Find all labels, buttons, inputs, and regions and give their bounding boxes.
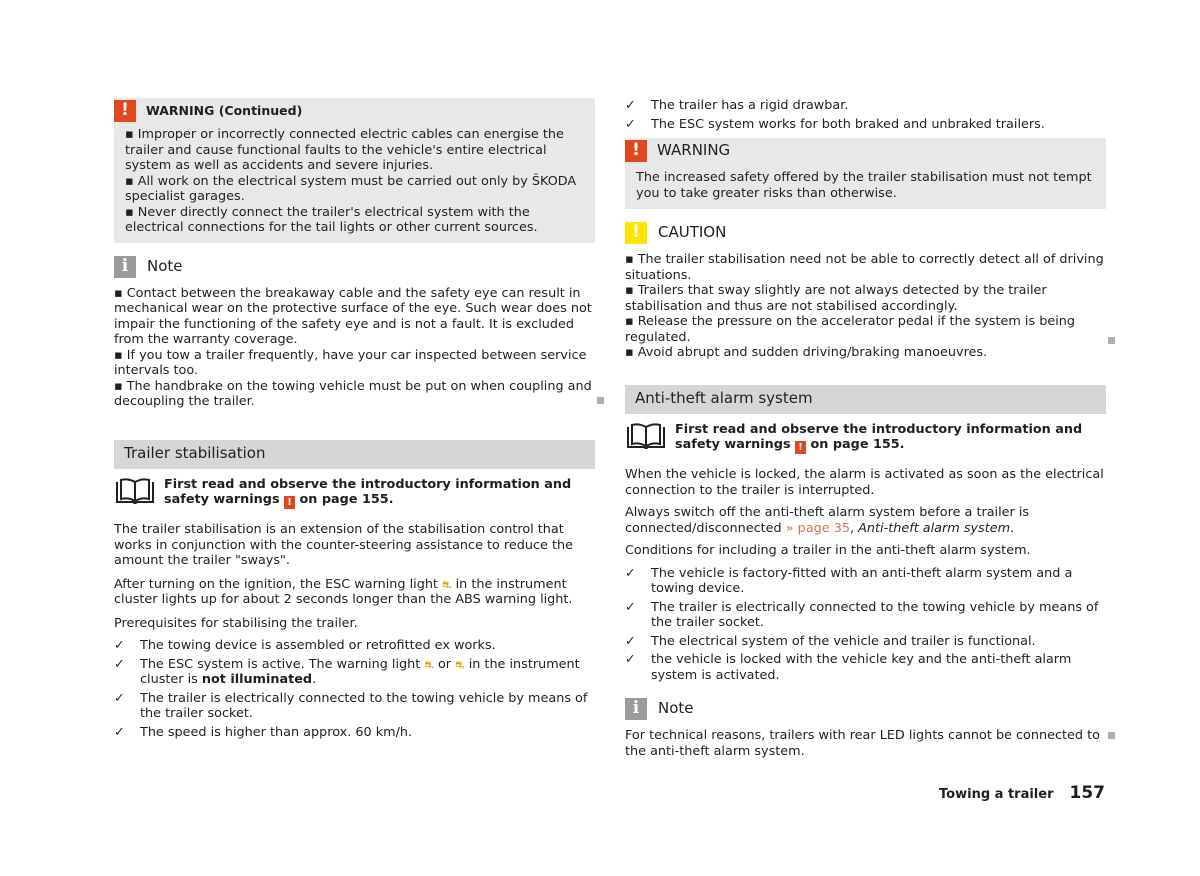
right-column — [625, 98, 1106, 759]
footer-chapter-title: Towing a trailer — [939, 787, 1054, 802]
check-icon: ✓ — [625, 98, 636, 113]
check-icon: ✓ — [114, 656, 125, 672]
section-heading-trailer-stabilisation: Trailer stabilisation — [114, 440, 595, 469]
caution-icon: ! — [625, 222, 647, 244]
caution-body — [625, 252, 1106, 361]
paragraph-text: Always switch off the anti-theft alarm system before a trailer is connected/disconnected — [625, 505, 1030, 536]
check-icon: ✓ — [114, 690, 125, 706]
list-item — [114, 691, 595, 722]
note-item: ▪ The handbrake on the towing vehicle must be put on when coupling and decoupling the trailer. — [114, 378, 592, 409]
read-first-notice — [114, 477, 595, 510]
warning-box — [625, 138, 1106, 209]
paragraph — [114, 577, 595, 608]
list-item — [114, 657, 595, 688]
warning-icon: ! — [284, 496, 295, 509]
check-list — [625, 98, 1106, 132]
note-text: For technical reasons, trailers with rear LED lights cannot be connected to the anti-theft alarm system. — [625, 728, 1100, 759]
caution-item: ▪ Trailers that sway slightly are not always detected by the trailer stabilisation and thus are not stabilised accordingly. — [625, 283, 1047, 314]
warning-item: ▪ Never directly connect the trailer's electrical system with the electrical connections for the tail lights or other current sources. — [125, 204, 538, 235]
caution-title: CAUTION — [658, 223, 727, 242]
list-item — [625, 117, 1106, 133]
check-icon: ✓ — [625, 565, 636, 581]
note-title: Note — [658, 699, 694, 718]
caution-item: ▪ The trailer stabilisation need not be able to correctly detect all of driving situations. — [625, 252, 1104, 283]
paragraph: Always switch off the anti-theft alarm system before a trailer is connected/disconnected » page 35, Anti-theft alarm system. — [625, 505, 1030, 536]
list-item-text: The towing device is assembled or retrofitted ex works. — [140, 638, 496, 653]
list-item — [625, 600, 1106, 631]
list-item-text: The trailer is electrically connected to the towing vehicle by means of the trailer socket. — [140, 690, 588, 721]
warning-icon: ! — [114, 100, 136, 122]
page-link[interactable]: on page 155. — [810, 437, 905, 452]
info-icon: i — [625, 698, 647, 720]
check-icon: ✓ — [625, 652, 636, 667]
caution-header — [625, 221, 1106, 245]
page-link[interactable]: on page 155. — [299, 492, 394, 507]
check-icon: ✓ — [625, 116, 636, 132]
list-item-text: The trailer has a rigid drawbar. — [651, 98, 849, 113]
page-footer — [939, 783, 1105, 803]
note-body — [114, 286, 595, 410]
caution-item: ▪ Avoid abrupt and sudden driving/braking manoeuvres. — [625, 345, 988, 360]
list-item-text: The vehicle is factory-fitted with an anti-theft alarm system and a towing device. — [651, 565, 1073, 596]
page-number: 157 — [1069, 783, 1105, 803]
list-item — [114, 638, 595, 654]
paragraph: Conditions for including a trailer in the anti-theft alarm system. — [625, 543, 1031, 558]
warning-icon: ! — [625, 140, 647, 162]
warning-text: The increased safety offered by the trailer stabilisation must not tempt you to take greater risks than otherwise. — [636, 170, 1092, 201]
warning-icon: ! — [795, 441, 806, 454]
check-icon: ✓ — [114, 724, 125, 740]
paragraph: The trailer stabilisation is an extension of the stabilisation control that works in conjunction with the counter-steering assistance to reduce the amount the trailer "sways". — [114, 522, 574, 568]
note-header — [625, 697, 1106, 721]
check-list — [625, 566, 1106, 684]
list-item — [625, 98, 1106, 114]
section-heading-anti-theft-alarm: Anti-theft alarm system — [625, 385, 1106, 414]
end-marker — [597, 397, 604, 404]
note-item: ▪ If you tow a trailer frequently, have your car inspected between service intervals too. — [114, 347, 587, 378]
end-marker — [1108, 732, 1115, 739]
paragraph: When the vehicle is locked, the alarm is activated as soon as the electrical connection to the trailer is interrupted. — [625, 467, 1104, 498]
paragraph-text: in the instrument cluster lights up for about 2 seconds longer than the ABS warning light. — [114, 576, 573, 607]
info-icon: i — [114, 256, 136, 278]
note-header — [114, 255, 595, 279]
warning-continued-box — [114, 98, 595, 243]
page-link[interactable]: » page 35 — [785, 520, 850, 536]
list-item-text: The speed is higher than approx. 60 km/h. — [140, 724, 413, 740]
paragraph-text: After turning on the ignition, the ESC warning light — [114, 576, 438, 592]
esc-off-light-icon: ⛐ — [455, 657, 465, 671]
read-first-text: First read and observe the introductory information and safety warnings — [675, 421, 1083, 452]
check-icon: ✓ — [114, 638, 125, 653]
warning-continued-title: WARNING (Continued) — [146, 103, 303, 119]
list-item-text: The ESC system is active. The warning light ⛐ or ⛐ in the instrument cluster is not illuminated. — [140, 656, 580, 687]
list-item — [114, 725, 595, 741]
read-first-notice — [625, 422, 1106, 455]
warning-item: ▪ All work on the electrical system must be carried out only by ŠKODA specialist garages. — [125, 173, 577, 204]
warning-item: ▪ Improper or incorrectly connected electric cables can energise the trailer and cause functional faults to the vehicle's entire electrical system as well as accidents and severe injuries. — [125, 127, 564, 173]
paragraph-italic: Anti-theft alarm system — [858, 520, 1011, 536]
left-column — [114, 98, 595, 743]
list-item-text: the vehicle is locked with the vehicle key and the anti-theft alarm system is activated. — [651, 652, 1072, 683]
list-item-text: The electrical system of the vehicle and trailer is functional. — [651, 633, 1036, 649]
caution-item: ▪ Release the pressure on the accelerator pedal if the system is being regulated. — [625, 314, 1075, 345]
list-item — [625, 566, 1106, 597]
check-icon: ✓ — [625, 633, 636, 649]
list-item-text: The ESC system works for both braked and unbraked trailers. — [651, 116, 1045, 132]
esc-warning-light-icon: ⛐ — [442, 577, 452, 591]
read-first-text: First read and observe the introductory information and safety warnings — [164, 476, 572, 507]
list-item — [625, 652, 1106, 683]
end-marker — [1108, 337, 1115, 344]
check-list — [114, 638, 595, 740]
list-item — [625, 634, 1106, 650]
note-item: ▪ Contact between the breakaway cable and the safety eye can result in mechanical wear on the protective surface of the eye. Such wear does not impair the functioning of the safety eye and is not a fault. It is excluded from the warranty coverage. — [114, 285, 592, 347]
check-icon: ✓ — [625, 599, 636, 615]
note-title: Note — [147, 256, 183, 275]
esc-warning-light-icon: ⛐ — [424, 657, 434, 671]
list-item-text: The trailer is electrically connected to the towing vehicle by means of the trailer socket. — [651, 599, 1099, 630]
book-icon — [625, 422, 667, 450]
paragraph: Prerequisites for stabilising the trailer. — [114, 615, 358, 631]
warning-title: WARNING — [657, 141, 731, 160]
book-icon — [114, 477, 156, 505]
